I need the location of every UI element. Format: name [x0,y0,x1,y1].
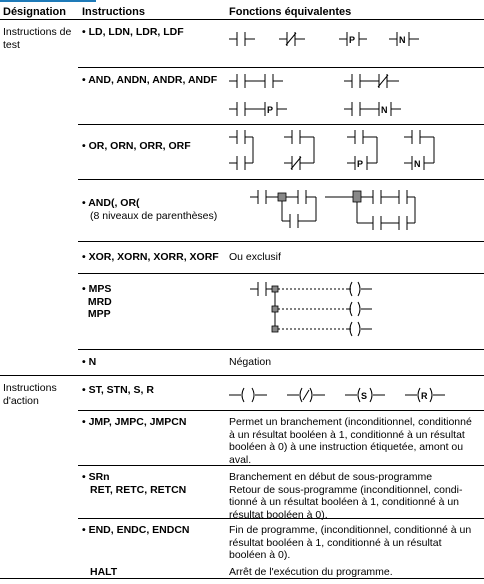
instr-halt: HALT [90,566,118,578]
row-separator [78,124,484,125]
svg-text:P: P [267,105,274,115]
instr-ld: • LD, LDN, LDR, LDF [82,26,184,38]
mps-ladder-symbols [250,280,400,350]
instr-xor: • XOR, XORN, XORR, XORF [82,251,219,263]
instr-srn: • SRn RET, RETC, RETCN [82,471,187,496]
or-ladder-symbols [229,128,484,178]
func-end: Fin de programme, (inconditionnel, conditionné à un résultat booléen à 1, conditionné à un résultat booléen à 0). [229,524,472,562]
header-accent-line [0,0,96,2]
header-instructions: Instructions [82,6,145,18]
n-label: N [399,35,406,45]
instr-jmp: • JMP, JMPC, JMPCN [82,416,187,428]
ld-ladder-symbols [229,30,484,50]
instr-end: • END, ENDC, ENDCN [82,524,190,536]
table-header [0,0,484,18]
coil-symbols [229,386,469,408]
instr-or: • OR, ORN, ORR, ORF [82,140,191,152]
parenth-ladder-symbols [250,188,484,243]
svg-text:R: R [421,391,428,401]
header-fonctions: Fonctions équivalentes [229,6,352,18]
func-srn: Branchement en début de sous-programme Retour de sous-programme (inconditionnel, condi-tionné à un résultat booléen à 1, conditionné à un résultat booléen à 0). [229,471,463,521]
func-n: Négation [229,356,272,368]
svg-text:N: N [381,105,388,115]
instr-parenth-note: (8 niveaux de parenthèses) [90,209,218,222]
instr-parenth: • AND(, OR( (8 niveaux de parenthèses) [82,197,218,222]
row-separator [78,410,484,411]
svg-text:N: N [414,159,421,169]
and-ladder-symbols [229,72,484,120]
row-separator [78,179,484,180]
func-xor: Ou exclusif [229,251,281,263]
header-designation: Désignation [3,6,66,18]
instr-st: • ST, STN, S, R [82,384,154,396]
func-jmp: Permet un branchement (inconditionnel, conditionné à un résultat booléen à 1, conditionné à un résultat booléen à 0) à une instruction étiquetée, amont ou aval. [229,416,472,466]
instr-n: • N [82,356,97,368]
func-halt: Arrêt de l'exécution du programme. [229,566,393,578]
instr-and: • AND, ANDN, ANDR, ANDF [82,74,218,86]
category-action: Instructions d'action [3,382,57,407]
instr-mps: • MPS MRD MPP [82,283,112,321]
header-rule [0,19,484,20]
p-label: P [349,35,356,45]
row-separator [78,273,484,274]
svg-text:S: S [361,391,368,401]
row-separator [78,67,484,68]
category-separator [0,375,484,376]
svg-text:P: P [357,159,364,169]
category-test: Instructions de test [3,26,72,51]
